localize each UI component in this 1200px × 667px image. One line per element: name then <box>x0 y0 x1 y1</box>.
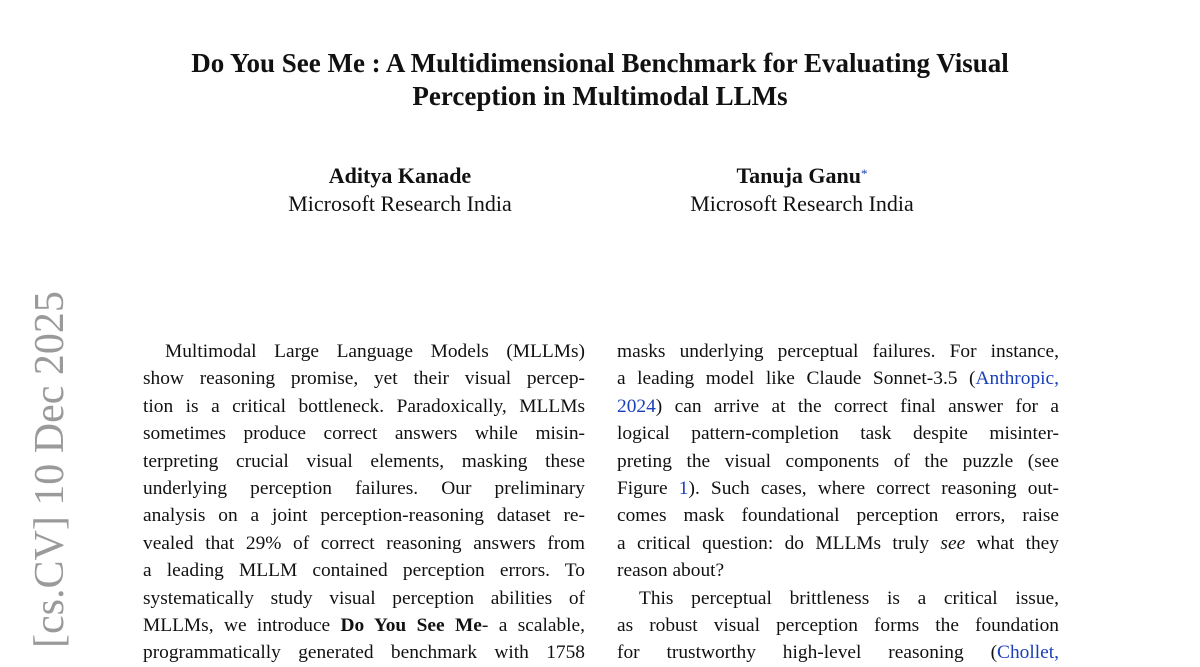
text-line: sometimes produce correct answers while misin- <box>143 423 585 445</box>
text-span: ). Such cases, where correct reasoning out- <box>688 477 1059 499</box>
text-span: for trustworthy high-level reasoning ( <box>617 642 998 664</box>
text-line: This perceptual brittleness is a critical issue, <box>639 587 1059 609</box>
text-line: tion is a critical bottleneck. Paradoxically, MLLMs <box>143 395 585 417</box>
text-span: MLLMs, we introduce <box>143 614 341 636</box>
text-line <box>617 530 1059 557</box>
text-line <box>617 393 1059 420</box>
text-line: vealed that 29% of correct reasoning answers from <box>143 532 585 554</box>
text-line: analysis on a joint perception-reasoning dataset re- <box>143 505 585 527</box>
text-line <box>143 612 585 639</box>
text-line: preting the visual components of the puzzle (see <box>617 450 1059 472</box>
text-line <box>617 365 1059 392</box>
author-affiliation: Microsoft Research India <box>288 191 512 216</box>
text-line: a leading MLLM contained perception errors. To <box>143 560 585 582</box>
author-affiliation: Microsoft Research India <box>690 191 914 216</box>
author-name-row <box>642 162 962 190</box>
figure-link[interactable]: 1 <box>678 477 689 499</box>
emphasis-see: see <box>940 532 966 554</box>
text-line: systematically study visual perception abilities of <box>143 587 585 609</box>
text-span: a critical question: do MLLMs truly <box>617 532 941 554</box>
author-block <box>642 162 962 218</box>
text-line: terpreting crucial visual elements, masking these <box>143 450 585 472</box>
text-span: a leading model like Claude Sonnet-3.5 ( <box>617 368 976 390</box>
title-line-2: Perception in Multimodal LLMs <box>412 81 788 111</box>
text-line: Multimodal Large Language Models (MLLMs) <box>165 341 585 362</box>
text-line: underlying perception failures. Our preliminary <box>143 477 585 499</box>
abstract-column <box>143 338 585 667</box>
text-line: reason about? <box>617 560 725 582</box>
arxiv-stamp: [cs.CV] 10 Dec 2025 <box>27 291 73 648</box>
author-name: Aditya Kanade <box>328 163 472 188</box>
text-line: comes mask foundational perception errors, raise <box>617 505 1059 527</box>
text-line <box>617 639 1059 666</box>
benchmark-name: Do You See Me <box>340 614 482 636</box>
text-line: masks underlying perceptual failures. For instance, <box>617 341 1059 362</box>
text-span: what they <box>965 532 1059 554</box>
text-span: ) can arrive at the correct final answer for a <box>655 395 1059 417</box>
author-block <box>240 162 560 218</box>
citation-link-chollet[interactable]: Chollet, <box>997 642 1059 664</box>
introduction-column <box>617 338 1059 667</box>
author-name: Tanuja Ganu <box>736 163 862 188</box>
footnote-star-link[interactable]: * <box>861 166 868 181</box>
text-line: as robust visual perception forms the foundation <box>617 614 1059 636</box>
text-line <box>617 475 1059 502</box>
title-line-1: Do You See Me : A Multidimensional Benchmark for Evaluating Visual <box>191 48 1009 78</box>
text-span: Figure <box>617 477 679 499</box>
citation-link-year[interactable]: 2024 <box>617 395 656 417</box>
text-line: logical pattern-completion task despite misinter- <box>617 423 1059 445</box>
text-span: - a scalable, <box>481 614 585 636</box>
text-line: programmatically generated benchmark with 1758 <box>143 642 585 664</box>
text-line: show reasoning promise, yet their visual percep- <box>143 368 585 390</box>
paper-title <box>120 47 1080 113</box>
citation-link-anthropic[interactable]: Anthropic, <box>975 368 1059 390</box>
